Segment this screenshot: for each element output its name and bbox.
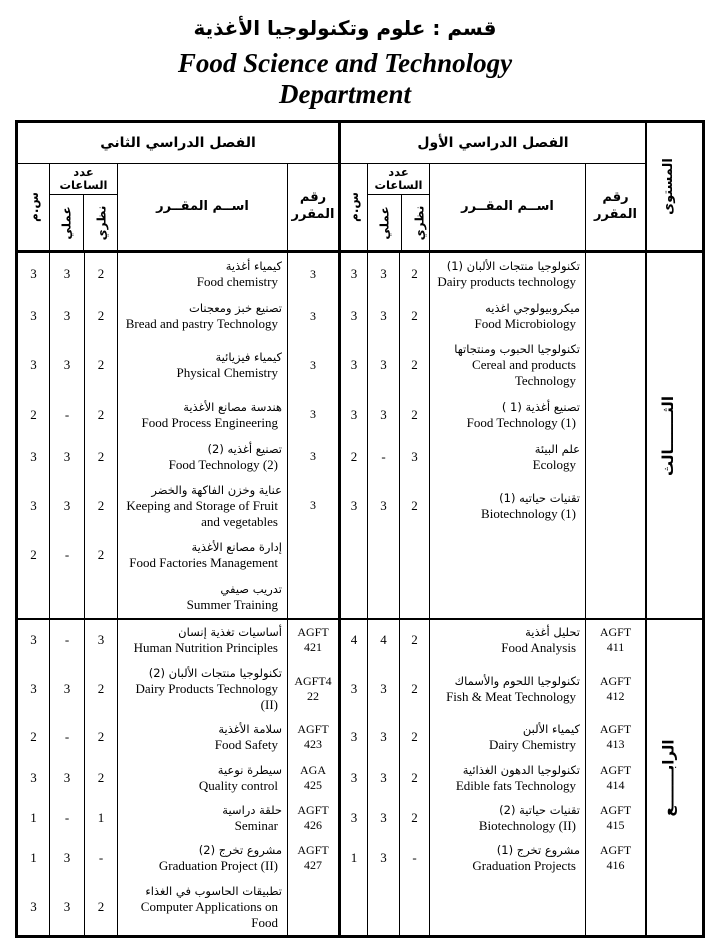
course-number-cell: AGFT 421 <box>287 620 338 660</box>
theoretical-hours-cell <box>84 576 117 618</box>
credit-hours-cell: 2 <box>30 547 37 563</box>
course-name-cell <box>429 394 585 436</box>
course-name-cell <box>117 717 287 757</box>
header-course-name-s1: اســم المقــرر <box>429 164 585 250</box>
practical-hours-cell <box>367 576 399 618</box>
course-number-cell: 3 <box>287 337 338 394</box>
course-name-arabic: تصنيع خبز ومعجنات <box>189 300 282 315</box>
course-name-cell <box>117 661 287 718</box>
hours-title-s1: عدد الساعات <box>368 164 429 195</box>
course-name-english: Food Process Engineering <box>141 414 278 430</box>
course-name-english: Biotechnology (1) <box>481 505 576 521</box>
page-title-arabic: قسم : علوم وتكنولوجيا الأغذية <box>193 16 497 40</box>
course-name-english: Graduation Project (II) <box>158 858 278 874</box>
course-number-cell: AGFT4 22 <box>287 661 338 718</box>
practical-hours-cell: 3 <box>367 798 399 838</box>
course-number-cell: AGFT 414 <box>585 758 645 798</box>
course-number-cell: AGFT 423 <box>287 717 338 757</box>
header-credit-s2: س.م <box>26 192 41 223</box>
course-name-english: Physical Chemistry <box>176 365 278 381</box>
credit-hours-cell: 3 <box>30 632 37 648</box>
theoretical-hours-cell: 2 <box>84 661 117 718</box>
course-name-arabic: مشروع تخرج (1) <box>496 843 580 858</box>
theoretical-hours-cell <box>399 879 429 936</box>
course-name-english: Cereal and products Technology <box>472 357 576 389</box>
course-name-english: Dairy products technology <box>437 274 576 290</box>
course-name-cell <box>117 478 287 535</box>
header-semester1-title: الفصل الدراسي الأول <box>338 123 645 164</box>
course-name-arabic: علم البيئة <box>534 441 580 456</box>
course-number-cell: 3 <box>287 295 338 337</box>
credit-hours-cell: 2 <box>338 436 367 478</box>
theoretical-hours-cell: 2 <box>84 478 117 535</box>
course-name-cell <box>429 436 585 478</box>
course-name-arabic: تدريب صيفي <box>220 582 282 597</box>
course-name-cell <box>429 717 585 757</box>
course-name-cell <box>429 798 585 838</box>
theoretical-hours-cell: 2 <box>84 253 117 295</box>
course-name-cell <box>429 478 585 535</box>
course-name-english: Food Factories Management <box>129 555 278 571</box>
credit-hours-cell: 3 <box>338 717 367 757</box>
header-course-number-s1: رقم المقرر <box>585 164 645 250</box>
practical-hours-cell: 3 <box>367 661 399 718</box>
course-name-cell <box>117 253 287 295</box>
course-name-arabic: تطبيقات الحاسوب في الغذاء <box>145 883 282 898</box>
course-name-english: Ecology <box>532 456 576 472</box>
course-name-cell <box>117 534 287 576</box>
course-name-cell <box>429 879 585 936</box>
theoretical-hours-cell: 2 <box>84 534 117 576</box>
credit-hours-cell <box>338 879 367 936</box>
course-name-arabic: تكنولوجيا منتجات الألبان (2) <box>148 665 282 680</box>
practical-hours-cell: - <box>49 620 84 660</box>
practical-hours-cell: 3 <box>367 758 399 798</box>
theoretical-hours-cell: - <box>399 838 429 878</box>
theoretical-hours-cell: 2 <box>399 295 429 337</box>
practical-hours-cell: 4 <box>367 620 399 660</box>
practical-hours-cell: 3 <box>49 758 84 798</box>
course-number-cell: 3 <box>287 478 338 535</box>
practical-hours-cell: - <box>49 534 84 576</box>
course-name-english: Graduation Projects <box>472 858 576 874</box>
course-name-arabic: مشروع تخرج (2) <box>198 843 282 858</box>
level-name-label: الثـــــــالث <box>659 395 677 476</box>
course-name-arabic: حلقة دراسية <box>222 802 282 817</box>
course-name-english: Human Nutrition Principles <box>133 640 278 656</box>
course-name-english: Food Safety <box>214 737 278 753</box>
practical-hours-cell: 3 <box>367 478 399 535</box>
credit-hours-cell: 3 <box>338 337 367 394</box>
credit-hours-cell <box>338 576 367 618</box>
theoretical-hours-cell: - <box>84 838 117 878</box>
course-name-arabic: تحليل أغذية <box>525 625 580 640</box>
credit-hours-cell: 3 <box>30 497 37 513</box>
course-number-cell <box>585 879 645 936</box>
credit-hours-cell: 3 <box>30 357 37 373</box>
course-number-cell: 3 <box>287 394 338 436</box>
level-3-block <box>18 253 702 618</box>
course-number-cell <box>585 576 645 618</box>
hours-subcolumns-s2 <box>50 195 117 250</box>
course-name-english: Food Analysis <box>501 640 576 656</box>
theoretical-hours-cell: 1 <box>84 798 117 838</box>
practical-hours-cell: 3 <box>367 295 399 337</box>
page-title-english-line2: Department <box>279 79 411 110</box>
credit-hours-cell: 3 <box>30 308 37 324</box>
header-course-number-s2: رقم المقرر <box>287 164 338 250</box>
course-name-english: Edible fats Technology <box>455 777 576 793</box>
course-number-cell: AGFT 426 <box>287 798 338 838</box>
credit-hours-cell: 3 <box>30 769 37 785</box>
course-name-arabic: هندسة مصانع الأغذية <box>183 399 282 414</box>
practical-hours-cell: - <box>49 798 84 838</box>
practical-hours-cell: 3 <box>49 436 84 478</box>
theoretical-hours-cell: 2 <box>399 661 429 718</box>
course-name-english: Quality control <box>198 777 278 793</box>
course-name-arabic: تقنيات حياتيه (1) <box>499 490 580 505</box>
course-number-cell: AGFT 415 <box>585 798 645 838</box>
course-number-cell <box>585 295 645 337</box>
credit-hours-cell: 3 <box>338 661 367 718</box>
credit-hours-cell: 3 <box>338 394 367 436</box>
course-name-english: Keeping and Storage of Fruit and vegetables <box>126 497 278 530</box>
theoretical-hours-cell: 2 <box>399 717 429 757</box>
theoretical-hours-cell <box>399 534 429 576</box>
course-number-cell <box>585 534 645 576</box>
course-name-english: Food Microbiology <box>474 316 576 332</box>
credit-hours-cell: 3 <box>30 680 37 696</box>
course-name-english: Fish & Meat Technology <box>446 688 576 704</box>
course-name-arabic: تكنولوجيا الدهون الغذائية <box>462 762 580 777</box>
credit-hours-cell: 3 <box>338 478 367 535</box>
course-name-english: Food Technology (1) <box>466 414 576 430</box>
credit-hours-cell: 3 <box>338 253 367 295</box>
course-name-cell <box>429 295 585 337</box>
course-name-english: Bread and pastry Technology <box>125 316 278 332</box>
course-name-cell <box>117 620 287 660</box>
course-name-cell <box>117 394 287 436</box>
course-name-arabic: أساسيات تغذية إنسان <box>178 625 282 640</box>
course-name-cell <box>117 758 287 798</box>
page-title-english <box>0 48 690 110</box>
course-name-arabic: إدارة مصانع الأغذية <box>191 540 282 555</box>
course-name-arabic: تكنولوجيا اللحوم والأسماك <box>454 673 580 688</box>
course-name-english: Dairy Products Technology (II) <box>135 680 278 712</box>
header-practical-s2: عملي <box>59 205 74 240</box>
header-semester2-title: الفصل الدراسي الثاني <box>18 123 338 164</box>
header-level-column <box>645 123 689 250</box>
course-number-cell <box>585 394 645 436</box>
course-name-arabic: تقنيات حياتية (2) <box>499 802 580 817</box>
course-table <box>15 120 705 938</box>
practical-hours-cell: - <box>367 436 399 478</box>
level-4-block <box>18 618 702 935</box>
credit-hours-cell <box>338 534 367 576</box>
course-name-english: Seminar <box>234 818 278 833</box>
course-name-cell <box>117 436 287 478</box>
theoretical-hours-cell: 2 <box>399 478 429 535</box>
course-number-cell <box>287 576 338 618</box>
theoretical-hours-cell: 2 <box>399 394 429 436</box>
header-credit-s1: س.م <box>338 164 367 250</box>
course-name-cell <box>117 879 287 936</box>
practical-hours-cell: 3 <box>49 337 84 394</box>
level-name-label: الرابـــــــع <box>659 739 678 817</box>
course-number-cell: 3 <box>287 436 338 478</box>
credit-hours-cell: 1 <box>30 850 37 866</box>
credit-hours-cell: 3 <box>338 758 367 798</box>
practical-hours-cell: 3 <box>367 838 399 878</box>
credit-hours-cell: 3 <box>30 266 37 282</box>
hours-subcolumns-s1 <box>368 195 429 250</box>
theoretical-hours-cell: 3 <box>399 436 429 478</box>
course-number-cell: 3 <box>287 253 338 295</box>
practical-hours-cell: 3 <box>367 717 399 757</box>
course-number-cell: AGFT 411 <box>585 620 645 660</box>
header-theoretical-s2: نظري <box>83 195 119 250</box>
theoretical-hours-cell: 2 <box>399 758 429 798</box>
course-name-arabic: كيمياء الألبن <box>522 722 580 737</box>
course-name-english: Computer Applications on Food <box>140 898 278 930</box>
course-name-cell <box>429 838 585 878</box>
course-number-cell <box>585 436 645 478</box>
course-number-cell <box>287 534 338 576</box>
theoretical-hours-cell: 2 <box>84 758 117 798</box>
course-name-cell <box>429 534 585 576</box>
course-name-cell <box>429 337 585 394</box>
practical-hours-cell: 3 <box>49 253 84 295</box>
hours-title-s2: عدد الساعات <box>50 164 117 195</box>
theoretical-hours-cell: 2 <box>84 394 117 436</box>
course-number-cell: AGFT 416 <box>585 838 645 878</box>
course-name-cell <box>429 253 585 295</box>
course-name-english: Biotechnology (II) <box>478 818 576 833</box>
theoretical-hours-cell: 2 <box>399 620 429 660</box>
course-name-arabic: ميكروبيولوجي اغذيه <box>485 300 580 315</box>
credit-hours-cell: 4 <box>338 620 367 660</box>
course-name-arabic: تكنولوجيا الحبوب ومنتجاتها <box>454 342 580 357</box>
course-number-cell: AGFT 427 <box>287 838 338 878</box>
credit-hours-cell: 1 <box>30 810 37 826</box>
credit-hours-cell: 3 <box>30 448 37 464</box>
practical-hours-cell: 3 <box>49 838 84 878</box>
practical-hours-cell: 3 <box>49 295 84 337</box>
practical-hours-cell: - <box>49 717 84 757</box>
course-number-cell <box>585 337 645 394</box>
theoretical-hours-cell: 2 <box>84 717 117 757</box>
credit-hours-cell: 3 <box>30 898 37 914</box>
course-name-english: Food chemistry <box>196 274 278 290</box>
course-name-cell <box>429 620 585 660</box>
practical-hours-cell: 3 <box>49 661 84 718</box>
theoretical-hours-cell: 3 <box>84 620 117 660</box>
course-name-english: Summer Training <box>186 597 278 613</box>
practical-hours-cell: - <box>49 394 84 436</box>
credit-hours-cell: 3 <box>338 798 367 838</box>
course-name-cell <box>117 295 287 337</box>
course-name-arabic: تصنيع أغذية (1 ) <box>501 399 580 414</box>
course-name-cell <box>117 798 287 838</box>
theoretical-hours-cell: 2 <box>399 253 429 295</box>
course-name-cell <box>429 661 585 718</box>
theoretical-hours-cell: 2 <box>84 337 117 394</box>
theoretical-hours-cell <box>399 576 429 618</box>
course-name-cell <box>117 337 287 394</box>
course-name-english: Dairy Chemistry <box>488 737 576 753</box>
course-name-cell <box>117 576 287 618</box>
page-title-english-line1: Food Science and Technology <box>177 48 513 78</box>
course-number-cell: AGA 425 <box>287 758 338 798</box>
practical-hours-cell: 3 <box>367 337 399 394</box>
level-name-cell <box>645 253 689 618</box>
practical-hours-cell: 3 <box>49 879 84 936</box>
course-name-cell <box>429 576 585 618</box>
practical-hours-cell: 3 <box>367 394 399 436</box>
course-name-arabic: سلامة الأغذية <box>218 722 282 737</box>
practical-hours-cell: 3 <box>367 253 399 295</box>
practical-hours-cell: 3 <box>49 478 84 535</box>
header-hours-s2 <box>49 164 117 250</box>
course-table-header <box>18 123 702 253</box>
credit-hours-cell <box>18 576 49 618</box>
course-name-arabic: سيطرة نوعية <box>217 762 282 777</box>
practical-hours-cell <box>367 534 399 576</box>
course-number-cell <box>585 478 645 535</box>
course-number-cell <box>585 253 645 295</box>
theoretical-hours-cell: 2 <box>84 879 117 936</box>
course-name-cell <box>429 758 585 798</box>
course-name-arabic: عناية وخزن الفاكهة والخضر <box>151 482 282 497</box>
header-practical-s1: عملي <box>377 205 392 240</box>
course-number-cell: AGFT 413 <box>585 717 645 757</box>
credit-hours-cell: 1 <box>338 838 367 878</box>
practical-hours-cell <box>49 576 84 618</box>
level-column-label: المستوى <box>660 158 676 215</box>
course-number-cell: AGFT 412 <box>585 661 645 718</box>
theoretical-hours-cell: 2 <box>399 798 429 838</box>
course-name-cell <box>117 838 287 878</box>
header-course-name-s2: اســم المقــرر <box>117 164 287 250</box>
course-number-cell <box>287 879 338 936</box>
practical-hours-cell <box>367 879 399 936</box>
course-name-english: Food Technology (2) <box>168 456 278 472</box>
theoretical-hours-cell: 2 <box>84 436 117 478</box>
credit-hours-cell: 3 <box>338 295 367 337</box>
theoretical-hours-cell: 2 <box>84 295 117 337</box>
credit-hours-cell: 2 <box>30 406 37 422</box>
header-theoretical-s1: نظري <box>401 195 437 250</box>
course-name-arabic: تكنولوجيا منتجات الألبان (1) <box>446 258 580 273</box>
course-name-arabic: كيمياء فيزيائية <box>215 350 282 365</box>
header-hours-s1 <box>367 164 429 250</box>
course-name-arabic: كيمياء أغذية <box>225 258 282 273</box>
level-name-cell <box>645 620 689 935</box>
page-header <box>0 0 690 110</box>
credit-hours-cell: 2 <box>30 729 37 745</box>
course-name-arabic: تصنيع أغذيه (2) <box>207 441 282 456</box>
theoretical-hours-cell: 2 <box>399 337 429 394</box>
